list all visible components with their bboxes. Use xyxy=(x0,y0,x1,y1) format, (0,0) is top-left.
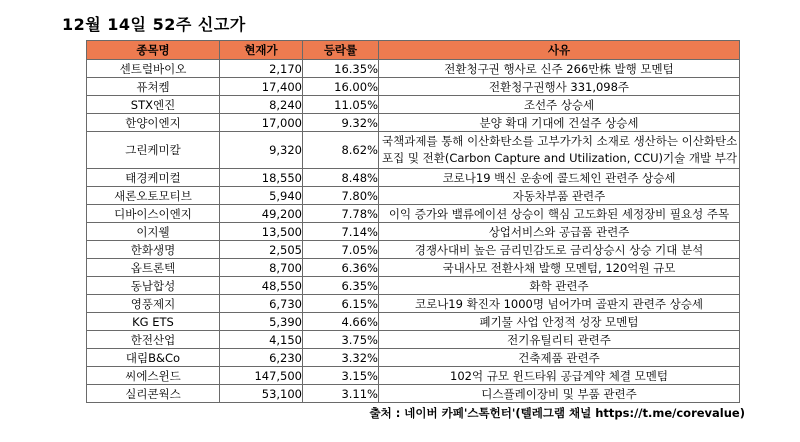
price-cell: 53,100 xyxy=(220,385,303,403)
price-cell: 17,000 xyxy=(220,114,303,132)
reason-cell: 전기유틸리티 관련주 xyxy=(379,331,740,349)
price-cell: 17,400 xyxy=(220,78,303,96)
header-name: 종목명 xyxy=(87,41,220,60)
change-cell: 6.36% xyxy=(303,259,379,277)
change-cell: 3.11% xyxy=(303,385,379,403)
table-header-row xyxy=(87,41,740,60)
reason-cell: 폐기물 사업 안정적 성장 모멘텀 xyxy=(379,313,740,331)
reason-cell: 전환청구권 행사로 신주 266만株 발행 모멘텀 xyxy=(379,60,740,78)
table-row xyxy=(87,277,740,295)
reason-cell: 국내사모 전환사채 발행 모멘텀, 120억원 규모 xyxy=(379,259,740,277)
reason-cell: 건축제품 관련주 xyxy=(379,349,740,367)
change-cell: 7.80% xyxy=(303,187,379,205)
table-row xyxy=(87,132,740,169)
reason-cell: 경쟁사대비 높은 금리민감도로 금리상승시 상승 기대 분석 xyxy=(379,241,740,259)
change-cell: 6.35% xyxy=(303,277,379,295)
stock-name-cell: 대림B&Co xyxy=(87,349,220,367)
table-row xyxy=(87,349,740,367)
stock-name-cell: 디바이스이엔지 xyxy=(87,205,220,223)
reason-cell: 102억 규모 윈드타워 공급계약 체결 모멘텀 xyxy=(379,367,740,385)
price-cell: 6,230 xyxy=(220,349,303,367)
header-price: 현재가 xyxy=(220,41,303,60)
stock-name-cell: 퓨쳐켐 xyxy=(87,78,220,96)
table-row xyxy=(87,331,740,349)
reason-cell: 코로나19 백신 운송에 콜드체인 관련주 상승세 xyxy=(379,169,740,187)
stock-name-cell: STX엔진 xyxy=(87,96,220,114)
table-row xyxy=(87,295,740,313)
table-row xyxy=(87,223,740,241)
stock-name-cell: KG ETS xyxy=(87,313,220,331)
change-cell: 8.62% xyxy=(303,132,379,169)
stock-name-cell: 한양이엔지 xyxy=(87,114,220,132)
stock-name-cell: 센트럴바이오 xyxy=(87,60,220,78)
stock-name-cell: 한전산업 xyxy=(87,331,220,349)
stock-name-cell: 씨에스윈드 xyxy=(87,367,220,385)
stock-name-cell: 동남합성 xyxy=(87,277,220,295)
table-row xyxy=(87,187,740,205)
price-cell: 8,240 xyxy=(220,96,303,114)
change-cell: 16.00% xyxy=(303,78,379,96)
stock-name-cell: 한화생명 xyxy=(87,241,220,259)
price-cell: 2,505 xyxy=(220,241,303,259)
reason-cell: 전환청구권행사 331,098주 xyxy=(379,78,740,96)
price-cell: 8,700 xyxy=(220,259,303,277)
change-cell: 6.15% xyxy=(303,295,379,313)
table-row xyxy=(87,367,740,385)
change-cell: 7.14% xyxy=(303,223,379,241)
table-row xyxy=(87,259,740,277)
reason-cell: 조선주 상승세 xyxy=(379,96,740,114)
table-row xyxy=(87,385,740,403)
price-cell: 147,500 xyxy=(220,367,303,385)
change-cell: 9.32% xyxy=(303,114,379,132)
stock-name-cell: 그린케미칼 xyxy=(87,132,220,169)
change-cell: 11.05% xyxy=(303,96,379,114)
change-cell: 7.05% xyxy=(303,241,379,259)
table-row xyxy=(87,313,740,331)
stock-name-cell: 영풍제지 xyxy=(87,295,220,313)
change-cell: 3.32% xyxy=(303,349,379,367)
table-row xyxy=(87,205,740,223)
header-change: 등락률 xyxy=(303,41,379,60)
reason-cell: 디스플레이장비 및 부품 관련주 xyxy=(379,385,740,403)
table-row xyxy=(87,114,740,132)
price-cell: 2,170 xyxy=(220,60,303,78)
reason-cell: 상업서비스와 공급품 관련주 xyxy=(379,223,740,241)
price-cell: 6,730 xyxy=(220,295,303,313)
reason-cell: 국책과제를 통해 이산화탄소를 고부가가치 소재로 생산하는 이산화탄소 포집 및 전환(Carbon Capture and Utilization, CCU)기술 개발 부각 xyxy=(379,132,740,169)
change-cell: 8.48% xyxy=(303,169,379,187)
stock-name-cell: 옵트론텍 xyxy=(87,259,220,277)
price-cell: 9,320 xyxy=(220,132,303,169)
table-row xyxy=(87,241,740,259)
price-cell: 18,550 xyxy=(220,169,303,187)
change-cell: 16.35% xyxy=(303,60,379,78)
new-high-table xyxy=(86,40,740,403)
reason-cell: 이익 증가와 밸류에이션 상승이 핵심 고도화된 세정장비 필요성 주목 xyxy=(379,205,740,223)
reason-cell: 분양 확대 기대에 건설주 상승세 xyxy=(379,114,740,132)
table-row xyxy=(87,169,740,187)
source-note: 출처 : 네이버 카페'스톡헌터'(텔레그램 채널 https://t.me/corevalue) xyxy=(369,406,745,420)
reason-cell: 코로나19 확진자 1000명 넘어가며 골판지 관련주 상승세 xyxy=(379,295,740,313)
price-cell: 13,500 xyxy=(220,223,303,241)
price-cell: 48,550 xyxy=(220,277,303,295)
price-cell: 5,940 xyxy=(220,187,303,205)
change-cell: 3.75% xyxy=(303,331,379,349)
price-cell: 49,200 xyxy=(220,205,303,223)
change-cell: 3.15% xyxy=(303,367,379,385)
stock-name-cell: 실리콘웍스 xyxy=(87,385,220,403)
reason-cell: 화학 관련주 xyxy=(379,277,740,295)
change-cell: 7.78% xyxy=(303,205,379,223)
price-cell: 5,390 xyxy=(220,313,303,331)
table-row xyxy=(87,60,740,78)
stock-name-cell: 새론오토모티브 xyxy=(87,187,220,205)
page-title: 12월 14일 52주 신고가 xyxy=(62,15,246,34)
price-cell: 4,150 xyxy=(220,331,303,349)
reason-cell: 자동차부품 관련주 xyxy=(379,187,740,205)
table-row xyxy=(87,96,740,114)
table-row xyxy=(87,78,740,96)
header-reason: 사유 xyxy=(379,41,740,60)
stock-name-cell: 태경케미컬 xyxy=(87,169,220,187)
stock-name-cell: 이지웰 xyxy=(87,223,220,241)
change-cell: 4.66% xyxy=(303,313,379,331)
